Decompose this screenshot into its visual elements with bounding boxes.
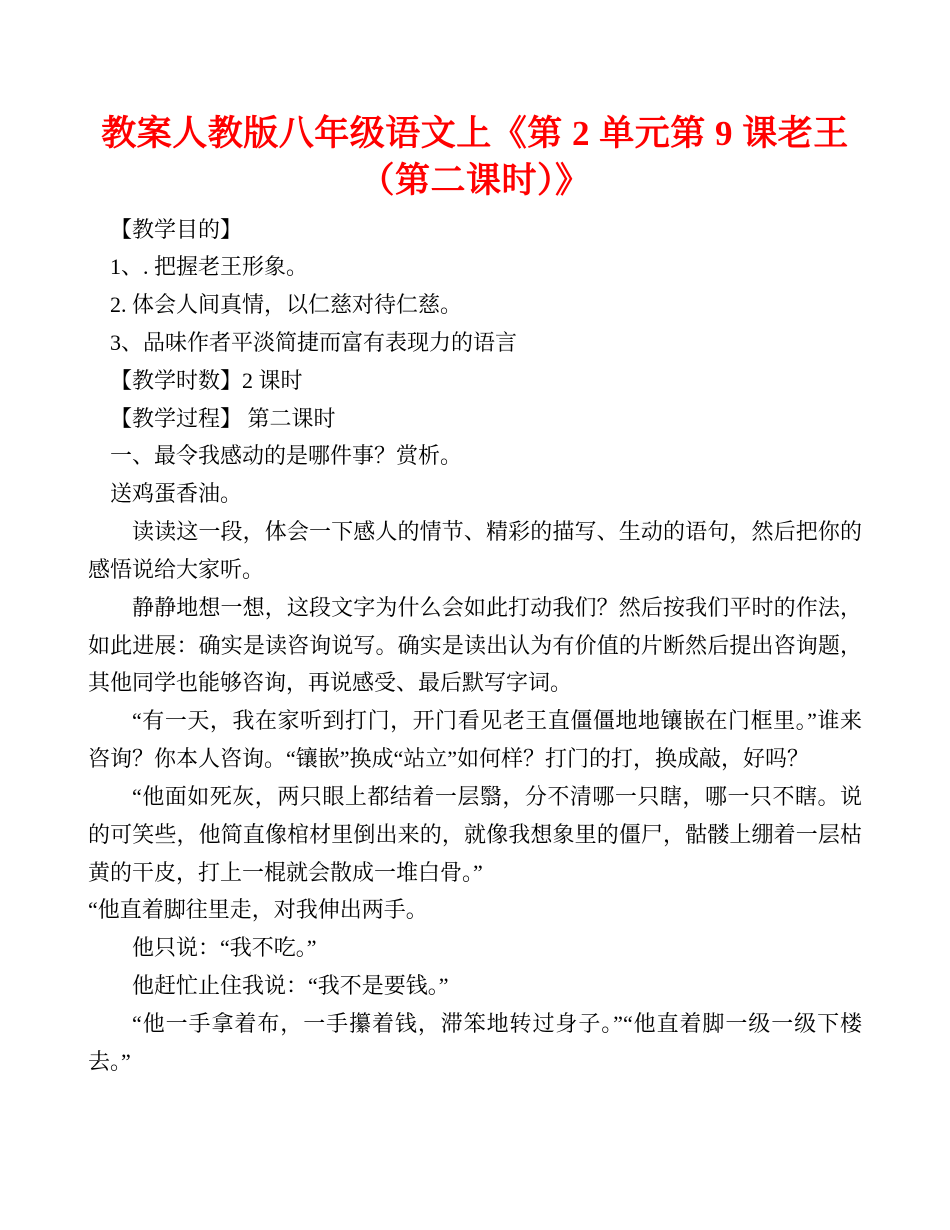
paragraph-read-passage: 读读这一段，体会一下感人的情节、精彩的描写、生动的语句，然后把你的感悟说给大家听。 (88, 519, 862, 582)
paragraph-quote-not-money: 他赶忙止住我说：“我不是要钱。” (132, 973, 449, 999)
paragraph-quote-walks-in: “他直着脚往里走，对我伸出两手。 (88, 897, 428, 923)
paragraph-objective-2: 2. 体会人间真情，以仁慈对待仁慈。 (110, 292, 463, 318)
paragraph-teaching-hours: 【教学时数】2 课时 (110, 367, 303, 393)
paragraph-teaching-objectives-heading: 【教学目的】 (110, 216, 243, 242)
paragraph-quote-cloth-and-money: “他一手拿着布，一手攥着钱，滞笨地转过身子。”“他直着脚一级一级下楼去。” (88, 1010, 862, 1074)
page-title: 教案人教版八年级语文上《第 2 单元第 9 课老王（第二课时）》 (101, 114, 849, 201)
paragraph-objective-1: 1、. 把握老王形象。 (110, 254, 309, 280)
paragraph-section-one: 一、最令我感动的是哪件事？赏析。 (110, 443, 463, 469)
paragraph-objective-3: 3、品味作者平淡简捷而富有表现力的语言 (110, 329, 518, 355)
paragraph-quote-one-day: “有一天，我在家听到打门，开门看见老王直僵僵地地镶嵌在门框里。”谁来咨询？你本人咨询。“镶嵌”换成“站立”如何样？打门的打，换成敲，好吗？ (88, 708, 862, 772)
paragraph-quote-not-eat: 他只说：“我不吃。” (132, 935, 317, 961)
paragraph-teaching-process: 【教学过程】 第二课时 (110, 405, 336, 431)
paragraph-quote-ashen-face: “他面如死灰，两只眼上都结着一层翳，分不清哪一只瞎，哪一只不瞎。说的可笑些，他简直像棺材里倒出来的，就像我想象里的僵尸，骷髅上绷着一层枯黄的干皮，打上一棍就会散成一堆白骨。” (88, 783, 862, 885)
paragraph-quiet-thinking: 静静地想一想，这段文字为什么会如此打动我们？然后按我们平时的作法，如此进展：确实是读咨询说写。确实是读出认为有价值的片断然后提出咨询题，其他同学也能够咨询，再说感受、最后默写字词。 (88, 594, 862, 696)
paragraph-eggs-and-oil: 送鸡蛋香油。 (110, 481, 243, 507)
document-body (88, 211, 862, 1081)
